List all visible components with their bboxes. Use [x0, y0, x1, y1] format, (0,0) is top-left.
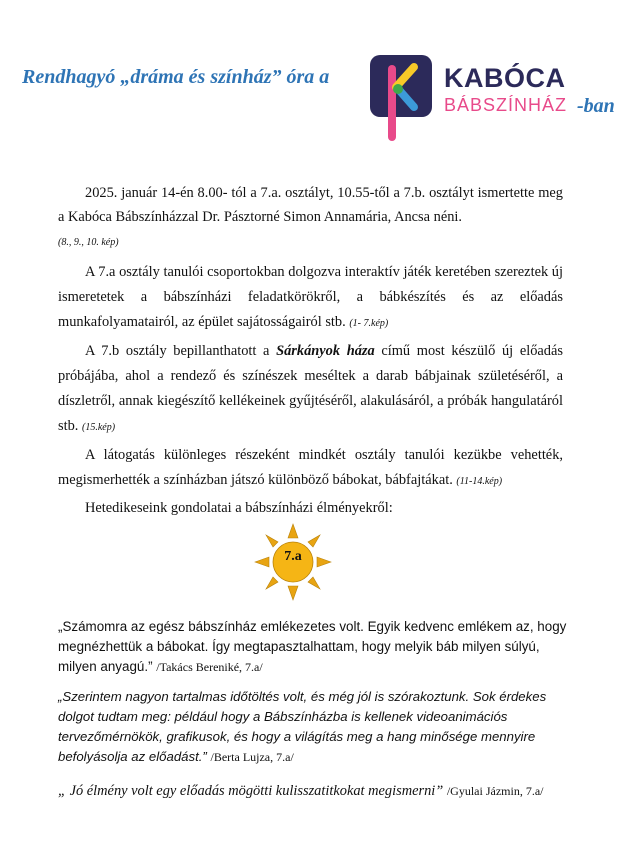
sun-label: 7.a: [284, 549, 302, 564]
play-title: Sárkányok háza: [276, 343, 375, 359]
quote-1-author: /Takács Bereniké, 7.a/: [156, 660, 263, 674]
quote-1: [58, 617, 568, 677]
student-quotes: [58, 617, 568, 801]
quote-3-text: „ Jó élmény volt egy előadás mögötti kulisszatitkokat megismerni”: [58, 783, 444, 799]
logo-k-icon: [370, 55, 432, 117]
image-ref: (15.kép): [82, 422, 116, 433]
paragraph-7a-text: A 7.a osztály tanulói csoportokban dolgozva interaktív játék keretében szereztek új ismeretetek a bábszínházi feladatkörökről, a bábkészítés és az előadás munkafolyamatairól, az épület sajátosságairól stb.: [58, 264, 563, 330]
paragraph-intro: [58, 181, 563, 255]
title-right: -ban: [577, 95, 615, 117]
paragraph-7b: [58, 339, 563, 440]
quote-3-author: /Gyulai Jázmin, 7.a/: [446, 784, 544, 798]
paragraph-7a: [58, 260, 563, 336]
logo-name: KABÓCA: [444, 63, 566, 93]
image-ref: (1- 7.kép): [349, 318, 389, 329]
paragraph-7b-post: című most készülő új előadás próbájába, ahol a rendező és színészek meséltek a darab bábjainak születéséről, a díszletről, annak kiegészítő kellékeinek gyűjtéséről, alakulásáról, a próbák hangulatáról stb.: [58, 343, 563, 434]
quote-2: [58, 687, 568, 767]
title-left: Rendhagyó „dráma és színház” óra a: [22, 66, 330, 88]
quote-1-text: „Számomra az egész bábszínház emlékezetes volt. Egyik kedvenc emlékem az, hogy megnézhettük a bábokat. Így megtapasztalhattam, hogy melyik báb milyen súlyú, milyen anyagú.”: [58, 619, 567, 674]
paragraph-thoughts: [58, 496, 563, 521]
article-body: [58, 181, 563, 521]
quote-2-author: /Berta Lujza, 7.a/: [210, 750, 294, 764]
paragraph-intro-text: 2025. január 14-én 8.00- tól a 7.a. osztályt, 10.55-től a 7.b. osztályt ismertette meg a Kabóca Bábszínházzal Dr. Pásztorné Simon Annamária, Ancsa néni.: [58, 185, 563, 225]
header: [0, 0, 623, 150]
image-ref: (11-14.kép): [456, 476, 503, 487]
paragraph-visit: [58, 443, 563, 494]
kaboca-logo: [370, 55, 432, 117]
paragraph-thoughts-text: Hetedikeseink gondolatai a bábszínházi élményekről:: [85, 500, 393, 516]
logo-subtitle: BÁBSZÍNHÁZ: [444, 95, 568, 115]
quote-2-text: „Szerintem nagyon tartalmas időtöltés volt, és még jól is szórakoztunk. Sok érdekes dolgot tudtam meg: például hogy a Bábszínházba is kellenek videoanimációs tervezőmérnökök, grafikusok, és hogy a világítás meg a hang minősége mennyire befolyásolja az előadást.”: [58, 689, 547, 764]
quote-3: [58, 781, 568, 801]
paragraph-visit-text: A látogatás különleges részeként mindkét osztály tanulói kezükbe vehették, megismerhették a színházban játszó különböző bábokat, bábfajtákat.: [58, 447, 563, 488]
paragraph-7b-pre: A 7.b osztály bepillanthatott a: [85, 343, 277, 359]
image-ref: (8., 9., 10. kép): [58, 237, 119, 248]
